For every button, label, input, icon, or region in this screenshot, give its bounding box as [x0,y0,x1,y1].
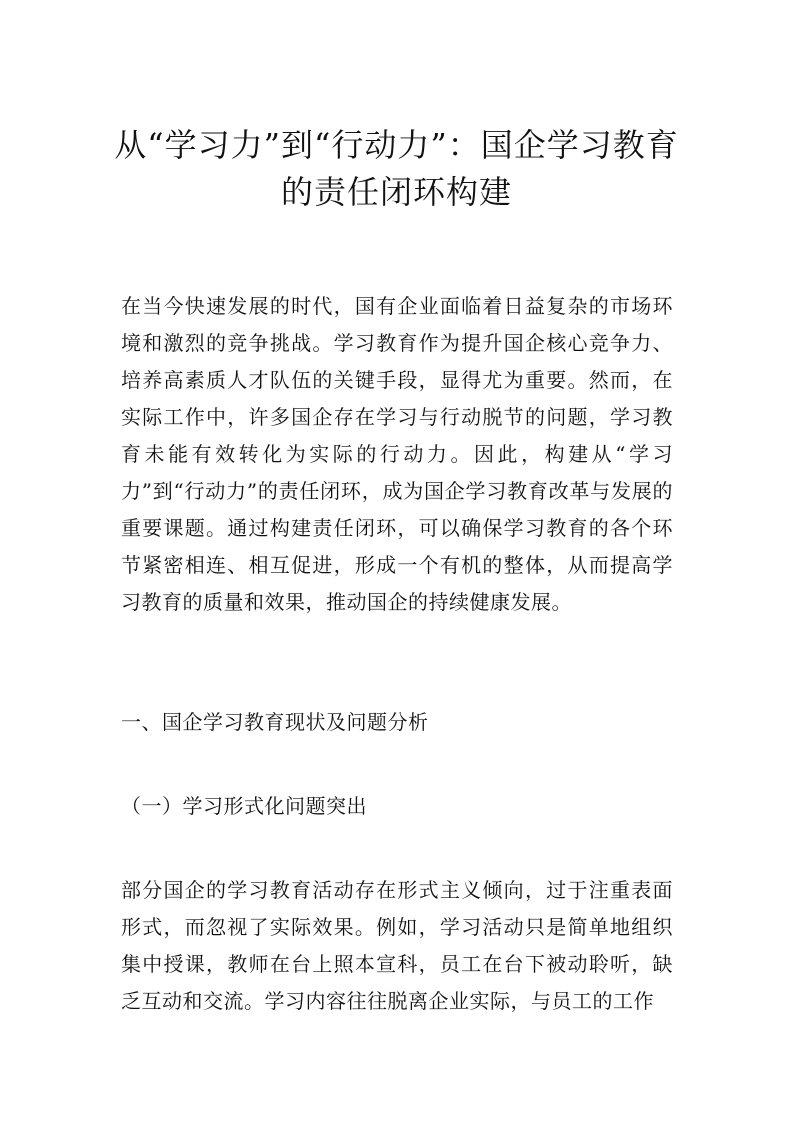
section-heading: 一、国企学习教育现状及问题分析 [121,710,429,734]
body-paragraph: 部分国企的学习教育活动存在形式主义倾向，过于注重表面形式，而忽视了实际效果。例如，学习活动只是简单地组织集中授课，教师在台上照本宣科，员工在台下被动聆听，缺乏互动和交流。学习内容往往脱离企业实际，与员工的工作 [121,878,673,1013]
subsection-heading: （一）学习形式化问题突出 [121,794,367,818]
intro-paragraph: 在当今快速发展的时代，国有企业面临着日益复杂的市场环境和激烈的竞争挑战。学习教育作为提升国企核心竞争力、培养高素质人才队伍的关键手段，显得尤为重要。然而，在实际工作中，许多国企存在学习与行动脱节的问题，学习教育未能有效转化为实际的行动力。因此，构建从“学习力”到“行动力”的责任闭环，成为国企学习教育改革与发展的重要课题。通过构建责任闭环，可以确保学习教育的各个环节紧密相连、相互促进，形成一个有机的整体，从而提高学习教育的质量和效果，推动国企的持续健康发展。 [121,294,673,614]
document-title-line-1: 从“学习力”到“行动力”：国企学习教育 [114,126,679,164]
document-title-line-2: 的责任闭环构建 [280,173,512,211]
